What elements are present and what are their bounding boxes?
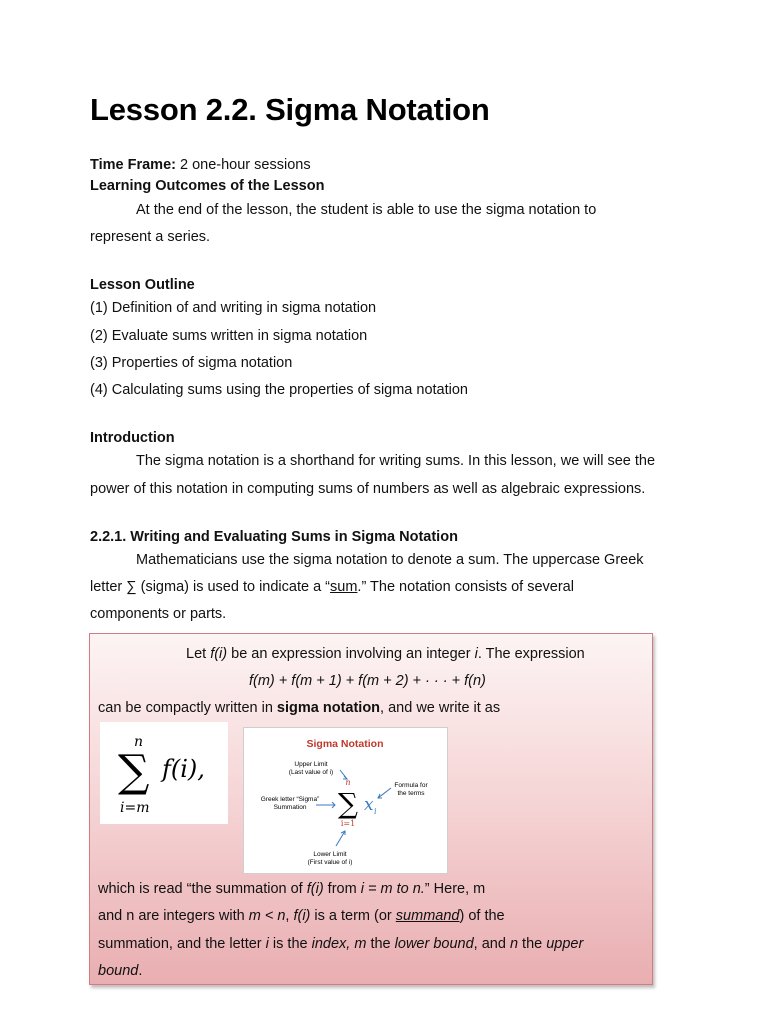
time-frame <box>90 157 311 173</box>
text-fragment: and n are integers with <box>98 908 249 924</box>
time-frame-label: Time Frame: <box>90 157 176 173</box>
sigma-formula-svg <box>100 722 228 824</box>
greek-letter-label: Greek letter “Sigma” <box>260 796 320 803</box>
section-text-line-3: components or parts. <box>90 606 227 622</box>
bound-word: bound <box>98 963 139 979</box>
formula-label: Formula for <box>394 782 428 789</box>
compact-line <box>98 700 500 716</box>
math-condition: m < n <box>248 908 286 924</box>
outcomes-text-line-1: At the end of the lesson, the student is able to use the sigma notation to <box>136 202 597 218</box>
outcomes-heading: Learning Outcomes of the Lesson <box>90 178 325 194</box>
lower-limit-sublabel: (First value of i) <box>307 859 353 866</box>
sigma-notation-term: sigma notation <box>276 700 381 716</box>
sigma-diagram-svg <box>244 728 447 873</box>
section-heading: 2.2.1. Writing and Evaluating Sums in Sigma Notation <box>90 529 458 545</box>
series-expression: f(m) + f(m + 1) + f(m + 2) + · · · + f(n) <box>249 673 486 689</box>
diagram-sigma: ∑ <box>338 787 358 820</box>
upper-limit-label: Upper Limit <box>294 761 328 768</box>
text-fragment: the <box>366 936 395 952</box>
formula-upper: n <box>134 734 144 750</box>
read-line-3 <box>98 936 583 952</box>
outline-item: (1) Definition of and writing in sigma notation <box>90 300 377 316</box>
outline-item: (2) Evaluate sums written in sigma notation <box>90 328 368 344</box>
sum-word: sum <box>330 579 358 595</box>
index-word: index, <box>311 936 351 952</box>
diagram-title: Sigma Notation <box>306 738 384 750</box>
read-line-1 <box>98 881 485 897</box>
page-title: Lesson 2.2. Sigma Notation <box>90 92 490 127</box>
text-fragment: Let <box>186 646 211 662</box>
formula-body: f(i), <box>162 755 205 783</box>
outline-item: (3) Properties of sigma notation <box>90 355 293 371</box>
definition-box <box>89 633 653 985</box>
read-line-2 <box>98 908 505 924</box>
upper-limit-sublabel: (Last value of i) <box>288 769 334 776</box>
text-fragment: is the <box>268 936 312 952</box>
formula-sublabel: the terms <box>397 790 425 797</box>
text-fragment: which is read “the summation of <box>98 881 307 897</box>
introduction-heading: Introduction <box>90 430 175 446</box>
lower-bound-word: lower bound <box>394 936 474 952</box>
section-text-line-1: Mathematicians use the sigma notation to denote a sum. The uppercase Greek <box>136 552 644 568</box>
definition-let-line <box>186 646 585 662</box>
text-fragment: summation, and the letter <box>98 936 266 952</box>
introduction-text-line-2: power of this notation in computing sums of numbers as well as algebraic expressions. <box>90 481 646 497</box>
math-i: i <box>474 646 478 662</box>
math-m: m <box>354 936 367 952</box>
introduction-text-line-1: The sigma notation is a shorthand for writing sums. In this lesson, we will see the <box>136 453 656 469</box>
sigma-notation-diagram <box>243 727 448 874</box>
text-fragment: the <box>518 936 547 952</box>
text-fragment: , <box>285 908 294 924</box>
outline-item: (4) Calculating sums using the properties of sigma notation <box>90 382 468 398</box>
diagram-term: x <box>364 795 374 815</box>
lower-limit-label: Lower Limit <box>313 851 347 858</box>
diagram-upper: n <box>345 778 351 787</box>
math-range: i = m to n. <box>360 881 425 897</box>
text-fragment: can be compactly written in <box>98 700 277 716</box>
summand-word: summand <box>395 908 460 924</box>
text-fragment: , and <box>473 936 510 952</box>
diagram-term-sub: i <box>374 807 377 816</box>
sigma-formula-figure <box>100 722 228 824</box>
section-text-line-2 <box>90 579 574 595</box>
term-word: term <box>341 908 371 924</box>
text-fragment: . <box>138 963 143 979</box>
math-fi: f(i) <box>293 908 311 924</box>
upper-word: upper <box>546 936 584 952</box>
text-fragment: be an expression involving an integer <box>227 646 475 662</box>
text-fragment: . The expression <box>477 646 585 662</box>
summation-label: Summation <box>273 804 307 811</box>
text-fragment: , and we write it as <box>380 700 501 716</box>
formula-arrow <box>378 788 391 798</box>
outcomes-text-line-2: represent a series. <box>90 229 211 245</box>
time-frame-value: 2 one-hour sessions <box>175 157 311 173</box>
text-fragment: from <box>323 881 361 897</box>
math-n: n <box>509 936 519 952</box>
text-fragment: (or <box>370 908 396 924</box>
diagram-lower: i=1 <box>340 819 356 828</box>
section-text-fragment: .” The notation consists of several <box>357 579 574 595</box>
section-text-fragment: letter ∑ (sigma) is used to indicate a “ <box>90 579 331 595</box>
text-fragment: is a <box>310 908 342 924</box>
outline-heading: Lesson Outline <box>90 277 195 293</box>
text-fragment: ) of the <box>459 908 505 924</box>
formula-lower: i=m <box>120 800 150 816</box>
read-line-4 <box>98 963 142 979</box>
math-i: i <box>265 936 269 952</box>
math-fi: f(i) <box>306 881 324 897</box>
math-fi: f(i) <box>210 646 228 662</box>
formula-sigma: ∑ <box>118 746 150 797</box>
lower-arrow <box>336 831 345 846</box>
text-fragment: ” Here, m <box>424 881 486 897</box>
